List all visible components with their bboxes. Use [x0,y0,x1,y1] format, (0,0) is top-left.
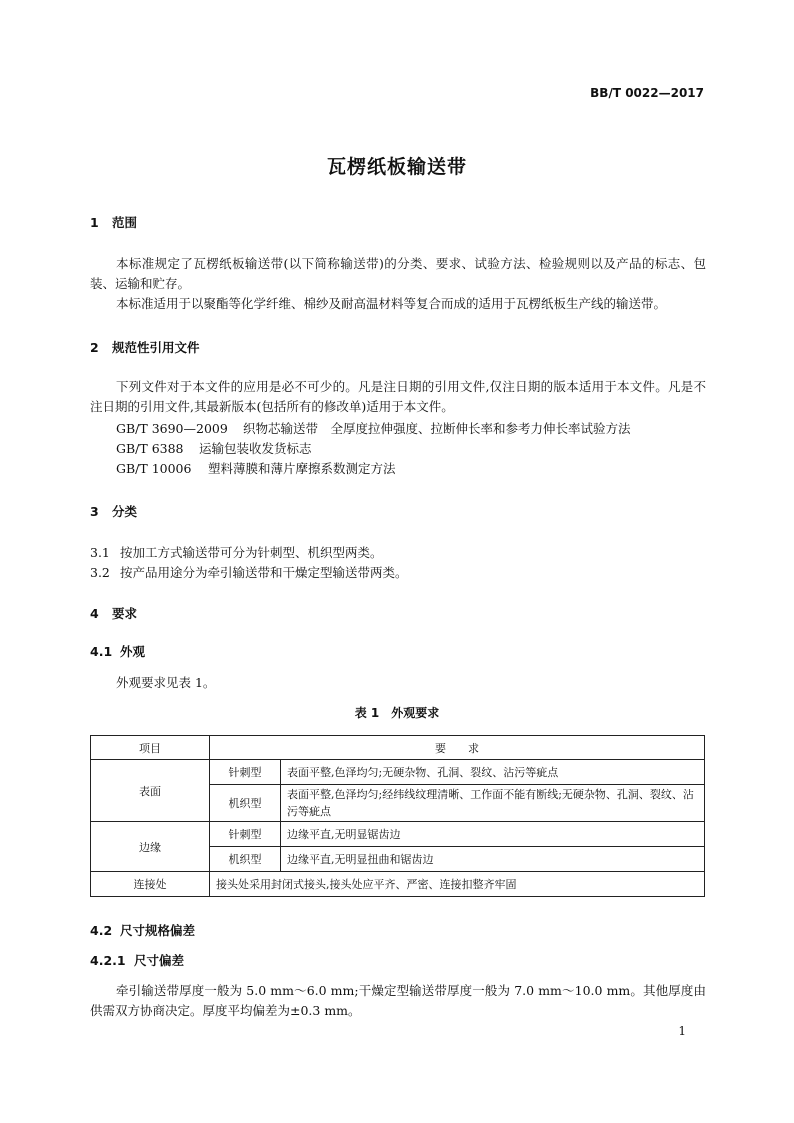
section-4-heading [90,604,137,622]
scope-paragraph-1: 本标准规定了瓦楞纸板输送带(以下简称输送带)的分类、要求、试验方法、检验规则以及产品的标志、包装、运输和贮存。 [90,256,706,291]
section-number: 2 [90,340,99,355]
clause-text: 按产品用途分为牵引输送带和干燥定型输送带两类。 [120,565,408,580]
table-row [91,822,705,847]
reference-item [116,439,312,457]
table-row [91,760,705,785]
section-title: 规范性引用文件 [112,340,200,355]
section-title: 尺寸偏差 [134,953,185,968]
section-title: 外观 [120,644,146,659]
document-title: 瓦楞纸板输送带 [326,156,467,178]
row-label-surface: 表面 [91,760,210,822]
appearance-paragraph: 外观要求见表 1。 [116,675,216,690]
clause-text: 按加工方式输送带可分为针刺型、机织型两类。 [120,545,383,560]
section-4-2-heading [90,921,195,939]
reference-code: GB/T 6388 [116,441,184,456]
dimension-deviation-paragraph: 牵引输送带厚度一般为 5.0 mm～6.0 mm;干燥定型输送带厚度一般为 7.0 mm～10.0 mm。其他厚度由供需双方协商决定。厚度平均偏差为±0.3 mm。 [90,983,706,1018]
section-title: 尺寸规格偏差 [120,923,196,938]
requirement-cell: 边缘平直,无明显扭曲和锯齿边 [281,847,705,872]
section-1-heading [90,213,137,231]
scope-paragraph-2: 本标准适用于以聚酯等化学纤维、棉纱及耐高温材料等复合而成的适用于瓦楞纸板生产线的输送带。 [116,296,667,311]
reference-item [116,419,631,437]
requirement-cell: 表面平整,色泽均匀;无硬杂物、孔洞、裂纹、沾污等疵点 [281,760,705,785]
section-4-1-heading [90,642,145,660]
section-title: 要求 [112,606,138,621]
section-number: 4.2.1 [90,953,126,968]
reference-code: GB/T 10006 [116,461,192,476]
table-header-row [91,736,705,760]
column-header-requirement: 要 求 [210,736,705,760]
reference-title: 运输包装收发货标志 [199,441,312,456]
clause-number: 3.1 [90,545,110,560]
standard-code: BB/T 0022—2017 [590,86,704,100]
row-label-edge: 边缘 [91,822,210,872]
table-caption: 表 1 外观要求 [354,706,440,720]
section-number: 4 [90,606,99,621]
type-cell: 针刺型 [210,760,281,785]
reference-item [116,459,396,477]
row-label-joint: 连接处 [91,872,210,897]
clause-3-2 [90,563,408,581]
requirement-cell: 接头处采用封闭式接头,接头处应平齐、严密、连接扣整齐牢固 [210,872,705,897]
column-header-item: 项目 [91,736,210,760]
type-cell: 针刺型 [210,822,281,847]
requirement-cell: 表面平整,色泽均匀;经纬线纹理清晰、工作面不能有断线;无硬杂物、孔洞、裂纹、沾污等疵点 [281,785,705,822]
section-number: 4.1 [90,644,113,659]
normative-references-paragraph: 下列文件对于本文件的应用是必不可少的。凡是注日期的引用文件,仅注日期的版本适用于本文件。凡是不注日期的引用文件,其最新版本(包括所有的修改单)适用于本文件。 [90,379,706,414]
clause-number: 3.2 [90,565,110,580]
section-title: 分类 [112,504,138,519]
reference-title: 塑料薄膜和薄片摩擦系数测定方法 [208,461,396,476]
section-4-2-1-heading [90,951,184,969]
section-3-heading [90,502,137,520]
appearance-requirements-table [90,735,705,897]
section-2-heading [90,338,200,356]
type-cell: 机织型 [210,847,281,872]
reference-title: 织物芯输送带 全厚度拉伸强度、拉断伸长率和参考力伸长率试验方法 [243,421,631,436]
page-number: 1 [678,1024,686,1038]
reference-code: GB/T 3690—2009 [116,421,228,436]
requirement-cell: 边缘平直,无明显锯齿边 [281,822,705,847]
section-number: 3 [90,504,99,519]
table-row [91,872,705,897]
section-title: 范围 [112,215,138,230]
clause-3-1 [90,543,383,561]
section-number: 4.2 [90,923,113,938]
type-cell: 机织型 [210,785,281,822]
section-number: 1 [90,215,99,230]
